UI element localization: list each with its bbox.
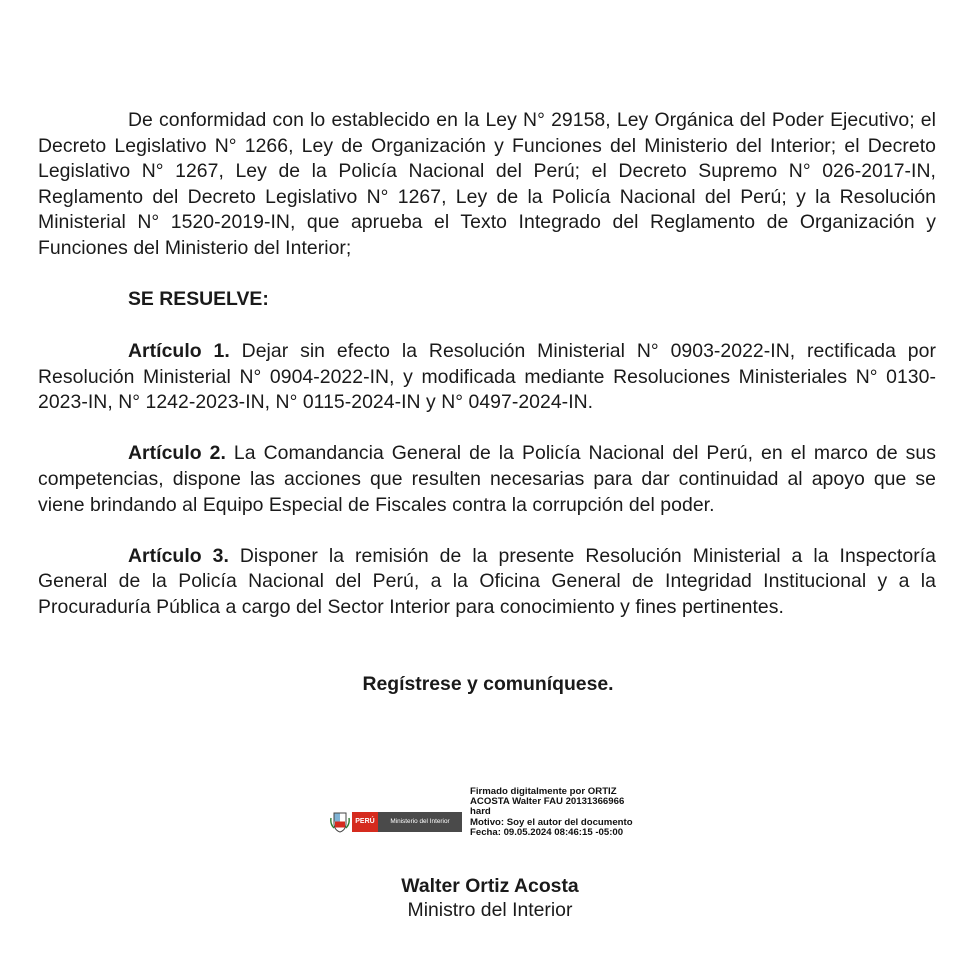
article-3 [38, 544, 936, 621]
article-2-label: Artículo 2. [128, 442, 226, 465]
article-1-label: Artículo 1. [128, 340, 230, 363]
closing-formula: Regístrese y comuníquese. [362, 673, 614, 695]
coat-of-arms-icon [330, 810, 350, 834]
signer-block [0, 874, 960, 922]
resolution-body [38, 108, 936, 646]
article-1-text: Dejar sin efecto la Resolución Ministerial N° 0903-2022-IN, rectificada por Resolución Ministerial N° 0904-2022-IN, y modificada mediante Resoluciones Ministeriales N° 0130-2023-IN, N° 1242-2023-IN, N° 0115-2024-IN y N° 0497-2024-IN. [38, 340, 936, 414]
signer-role: Ministro del Interior [407, 899, 573, 921]
signer-name: Walter Ortiz Acosta [401, 875, 579, 897]
article-2-text: La Comandancia General de la Policía Nacional del Perú, en el marco de sus competencias, dispone las acciones que resulten necesarias para dar continuidad al apoyo que se viene brindando al Equipo Especial de Fiscales contra la corrupción del poder. [38, 442, 936, 516]
article-1 [38, 339, 936, 416]
article-2 [38, 441, 936, 518]
article-3-label: Artículo 3. [128, 544, 229, 567]
intro-paragraph: De conformidad con lo establecido en la Ley N° 29158, Ley Orgánica del Poder Ejecutivo; el Decreto Legislativo N° 1266, Ley de Organización y Funciones del Ministerio del Interior; el Decreto Legislativo N° 1267, Ley de la Policía Nacional del Perú; el Decreto Supremo N° 026-2017-IN, Reglamento del Decreto Legislativo N° 1267, Ley de la Policía Nacional del Perú; y la Resolución Ministerial N° 1520-2019-IN, que aprueba el Texto Integrado del Reglamento de Organización y Funciones del Ministerio del Interior; [38, 109, 936, 259]
resolve-heading: SE RESUELVE: [128, 287, 269, 310]
ministry-label: Ministerio del Interior [378, 812, 462, 832]
signature-details: Firmado digitalmente por ORTIZ ACOSTA Walter FAU 20131366966 hard Motivo: Soy el autor del documento Fecha: 09.05.2024 08:46:15 -05:00 [470, 786, 633, 838]
digital-signature-stamp [330, 787, 660, 847]
article-3-text: Disponer la remisión de la presente Resolución Ministerial a la Inspectoría General de la Policía Nacional del Perú, a la Oficina General de Integridad Institucional y a la Procuraduría Pública a cargo del Sector Interior para conocimiento y fines pertinentes. [38, 544, 936, 618]
peru-label: PERÚ [352, 812, 378, 832]
ministry-logo [330, 810, 462, 834]
